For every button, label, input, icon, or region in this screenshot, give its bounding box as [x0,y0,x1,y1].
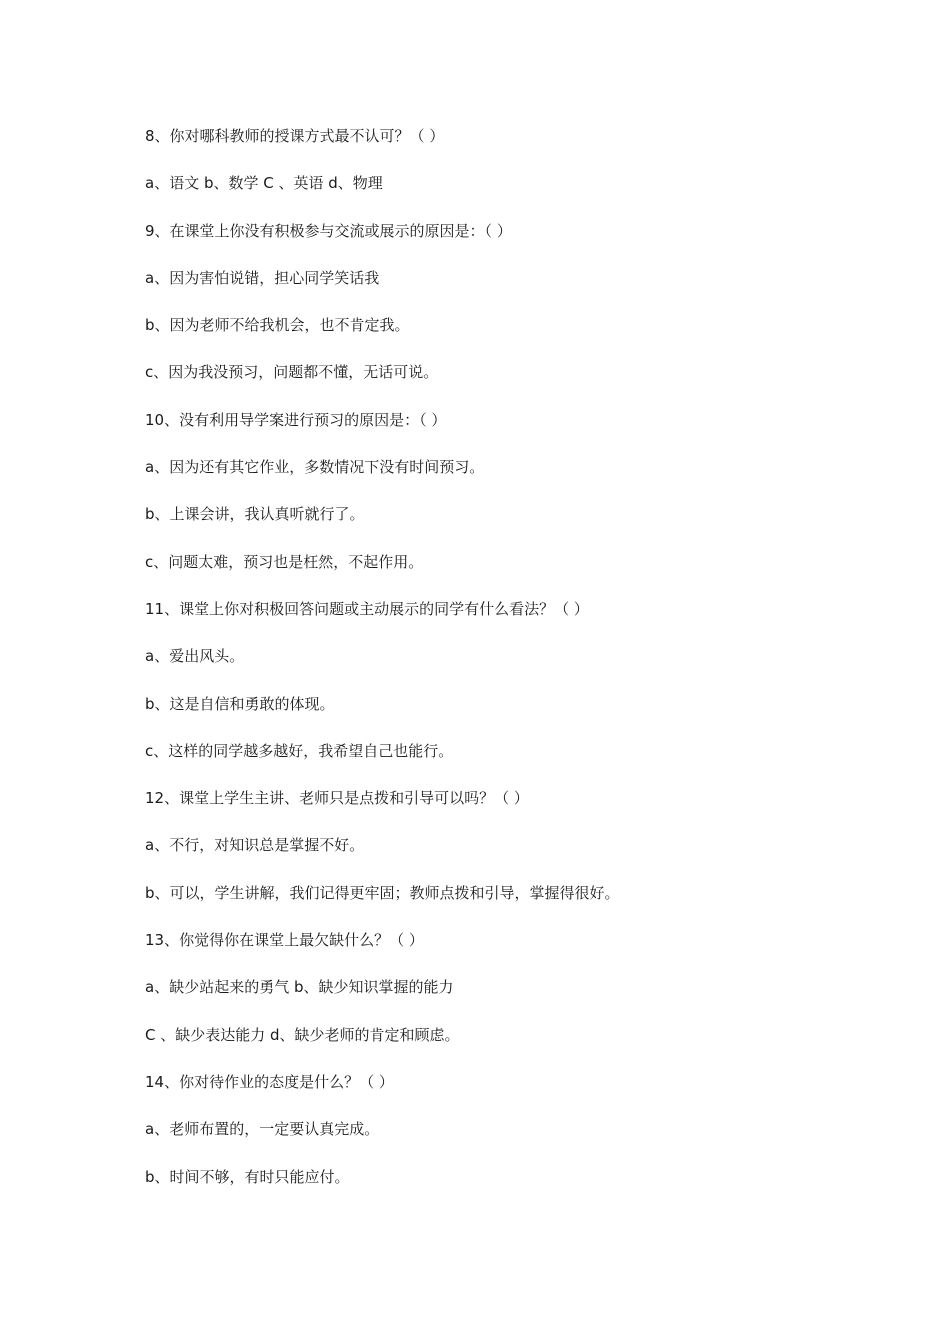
question-9-option-a: a、因为害怕说错，担心同学笑话我 [145,268,380,287]
question-11-option-b: b、这是自信和勇敢的体现。 [145,694,335,713]
question-13: 13、你觉得你在课堂上最欠缺什么？（ ） [145,931,424,950]
question-9: 9、在课堂上你没有积极参与交流或展示的原因是：（ ） [145,221,512,240]
question-8: 8、你对哪科教师的授课方式最不认可？（ ） [145,127,445,145]
question-12: 12、课堂上学生主讲、老师只是点拨和引导可以吗？（ ） [145,789,529,808]
question-8-options: a、语文 b、数学 C 、英语 d、物理 [145,174,383,193]
question-12-option-a: a、不行，对知识总是掌握不好。 [145,836,365,855]
questionnaire-text [145,124,905,1212]
question-11-option-a: a、爱出风头。 [145,647,245,666]
question-10-option-b: b、上课会讲，我认真听就行了。 [145,505,365,524]
question-14: 14、你对待作业的态度是什么？（ ） [145,1072,394,1091]
question-14-option-b: b、时间不够，有时只能应付。 [145,1167,350,1186]
question-10: 10、没有利用导学案进行预习的原因是：（ ） [145,410,447,429]
question-9-option-b: b、因为老师不给我机会，也不肯定我。 [145,316,410,335]
question-13-options-ab: a、缺少站起来的勇气 b、缺少知识掌握的能力 [145,978,454,997]
question-11: 11、课堂上你对积极回答问题或主动展示的同学有什么看法？（ ） [145,599,589,618]
question-13-options-cd: C 、缺少表达能力 d、缺少老师的肯定和顾虑。 [145,1025,460,1044]
question-12-option-b: b、可以，学生讲解，我们记得更牢固；教师点拨和引导，掌握得很好。 [145,883,620,902]
question-10-option-a: a、因为还有其它作业，多数情况下没有时间预习。 [145,458,485,477]
question-9-option-c: c、因为我没预习，问题都不懂，无话可说。 [145,363,439,382]
question-10-option-c: c、问题太难，预习也是枉然，不起作用。 [145,552,424,571]
question-11-option-c: c、这样的同学越多越好，我希望自己也能行。 [145,741,454,760]
question-14-option-a: a、老师布置的，一定要认真完成。 [145,1120,380,1139]
